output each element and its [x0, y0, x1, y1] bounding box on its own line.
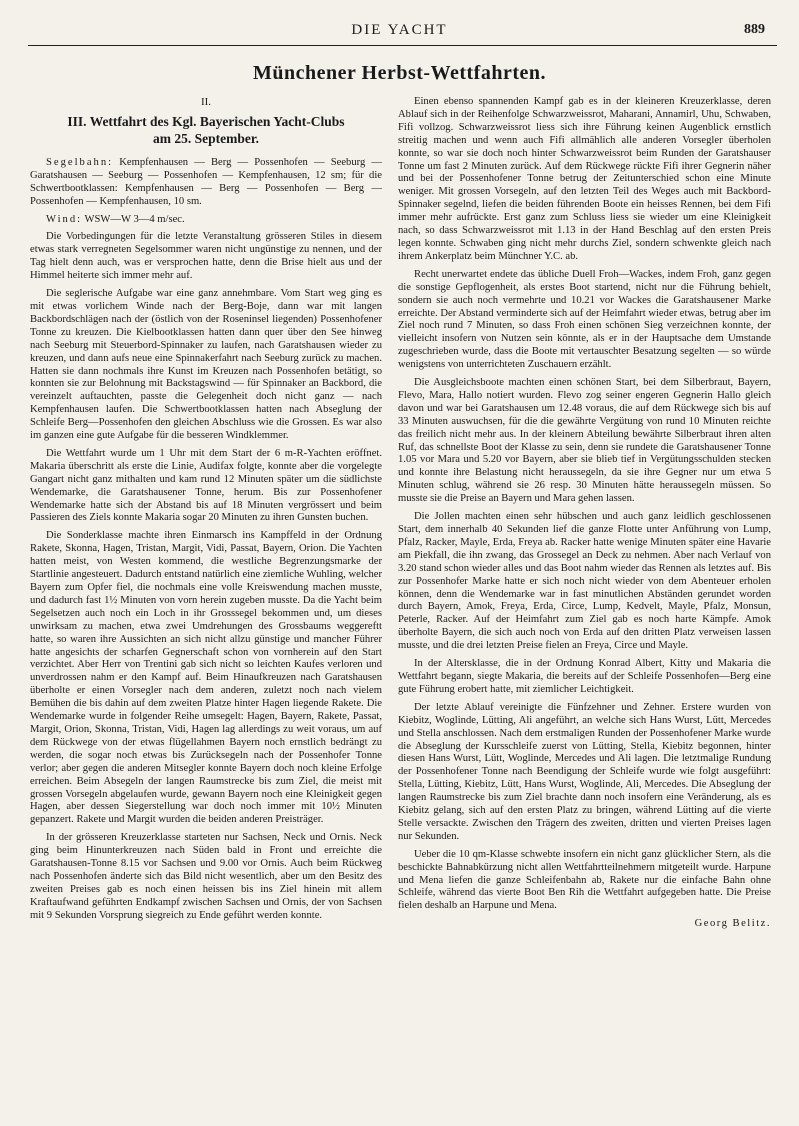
header-rule [28, 45, 777, 46]
paragraph: Die Vorbedingungen für die letzte Veranstaltung grösseren Stiles in diesem etwas stark verregneten Segelsommer waren nicht ungünstige zu nennen, und der Tag hielt denn auch, was er versprochen hatte, denn die Brise hielt aus und der Himmel heiterte sich immer mehr auf. [30, 231, 382, 282]
article-subtitle [30, 113, 382, 147]
course-label: Segelbahn: [46, 156, 114, 168]
subtitle-line-1: III. Wettfahrt des Kgl. Bayerischen Yacht-Clubs [67, 113, 345, 129]
journal-title: DIE YACHT [351, 22, 448, 38]
right-column [398, 96, 771, 936]
paragraph: In der grösseren Kreuzerklasse starteten nur Sachsen, Neck und Ornis. Neck ging beim Hinunterkreuzen nach Süden bald in Front und erreichte die Garatshausen-Tonne 8.15 vor Sachsen und 9.00 vor Ornis. Auch beim Rückweg nach Possenhofen änderte sich das Bild nicht wesentlich, aber um den Besitz des zweiten Preises gab es noch einen heissen bis ins Ziel hinein mit allem Kraftaufwand geführten Endkampf zwischen Sachsen und Ornis, der von Sachsen mit 9 Sekunden Vorsprung siegreich zu Ende geführt werden konnte. [30, 832, 382, 921]
paragraph: Der letzte Ablauf vereinigte die Fünfzehner und Zehner. Erstere wurden von Kiebitz, Woglinde, Lütting, Ali angeführt, an welche sich Hans Wurst, Lütt, Mercedes und Stella anschlossen. Nach dem erstmaligen Runden der Possenhofener Marke wurde die Abseglung der Kursschleife zuerst von Lütting, Stella, Kiebitz begonnen, hinter diesen Hans Wurst, Lütt, Woglinde, Mercedes und Ali lagen. Die letztmalige Rundung der Possenhofener Tonne nach Beendigung der Schleife wurde wie folgt ausgeführt: Stella, Lütting, Kiebitz, Lütt, Hans Wurst, Woglinde, Ali, Mercedes. Die Abseglung der langen Raumstrecke bis zum Ziel brachte dann noch insofern eine Veränderung, als es Kiebitz gelang, sich auf den ersten Platz zu bringen, während Lütting auf die vierte Stelle versackte. Zwischen den Trägern des zweiten, dritten und vierten Preises lagen nur Sekunden. [398, 701, 771, 842]
wind-paragraph [30, 214, 382, 227]
course-paragraph [30, 157, 382, 209]
page-header [34, 22, 765, 44]
paragraph: Einen ebenso spannenden Kampf gab es in der kleineren Kreuzerklasse, deren Ablauf sich in der Reihenfolge Schwarzweissrot, Maharani, Annamirl, Uhu, Schwaben, Fifi vollzog. Schwarzweissrot liess sich ihre Führung keinen Augenblick ernstlich streitig machen und wenn auch Fifi allmählich alle anderen Vorsegler überholen konnte, so war sie doch noch hinter Schwarzweissrot beim Runden der Garatshauser Tonne um fast 2 Minuten zurück. Auf dem Rückwege rückte Fifi ihrer Gegnerin näher und bei der Possenhofener Tonne betrug der Zeitunterschied schon eine Minute weniger. Mit grossen Vorsegeln, auf den letzten Teil des Weges auch mit Backbord-Spinnaker segelnd, liefen die beiden führenden Boote ein heisses Rennen, bei dem Fifi immer mehr aufrückte. Erst ganz zum Schluss liess sie wieder um eine Kleinigkeit nach, so dass Schwarzweissrot mit 1.13 in der Hand Beschlag auf den ersten Preis legen konnte. Schwaben ging nicht mehr durchs Ziel, sondern schwenkte gleich nach ihrem Ankerplatz beim Münchner Y.C. ab. [398, 96, 771, 262]
wind-label: Wind: [46, 213, 83, 225]
paragraph: Die Wettfahrt wurde um 1 Uhr mit dem Start der 6 m-R-Yachten eröffnet. Makaria überschritt als erste die Linie, Audifax folgte, konnte aber die vorgelegte Gangart nicht ganz mithalten und kam rund 12 Minuten später um die südlichste Wendemarke, die Garatshausener Tonne, herum. Bis zur Possenhofener Wendemarke hatte sich der Abstand bis auf 18 Minuten vergrössert und beim Passieren des Ziels konnte Makaria sogar 20 Minuten zu ihren Gunsten buchen. [30, 447, 382, 524]
paragraph: Die Ausgleichsboote machten einen schönen Start, bei dem Silberbraut, Bayern, Flevo, Mara, Hallo notiert wurden. Flevo zog seiner engeren Gegnerin Hallo gleich davon und war bei Garatshausen um 12.48 voraus, die auf dem Rückwege sich bis auf 33 Minuten auswuchsen, für die die gewährte Vergütung von rund 10 Minuten reichte das freilich nicht mehr aus. In der kleinern Abteilung bewährte Silberbraut ihren alten Ruf, das schnellste Boot der Klasse zu sein, denn sie rundete die Garatshausener Tonne 1.05 vor Mara und 5.20 vor Bayern, aber sie blieb tief in Vergütungsschulden stecken und konnte ihre Belastung nicht heraussegeln, da sie ihre Gegner nur um etwa 5 Minuten schlug, während sie 26 resp. 30 Minuten hätte heraussegeln müssen. So musste sie die Preise an Bayern und Mara gehen lassen. [398, 377, 771, 505]
left-column [30, 96, 382, 928]
wind-text: WSW—W 3—4 m/sec. [82, 213, 185, 225]
author-signature: Georg Belitz. [694, 918, 771, 930]
paragraph: Ueber die 10 qm-Klasse schwebte insofern ein nicht ganz glücklicher Stern, als die beschickte Bahnabkürzung nicht allen Wettfahrtteilnehmern mitgeteilt wurde. Harpune und Mena liefen die ganze Schleifenbahn ab, Rakete nur die einfache Bahn ohne Schleife, während das vierte Boot Ben Rih die Wettfahrt aufgegeben hatte. Die Preise fielen deshalb an Harpune und Mena. [398, 848, 771, 912]
article-title: Münchener Herbst-Wettfahrten. [253, 62, 546, 84]
paragraph: Die seglerische Aufgabe war eine ganz annehmbare. Vom Start weg ging es mit etwas vorlichem Winde nach der Berg-Boje, dann war mit langen Backbordschlägen nach der (östlich von der Roseninsel liegenden) Possenhofener Tonne zu kreuzen. Die Kielbootklassen hatten dann quer über den See hinweg nach Seeburg mit Steuerbord-Spinnaker zu laufen, nach Garatshausen wieder zu kreuzen, und dann aufs neue eine Spinnakerfahrt nach Seeburg zurück zu machen. Hatten sie dann nochmals ihre Kunst im Kreuzen nach Possenhofen betätigt, so konnten sie zur Belohnung mit Backstagswind — für Spinnaker an Backbord, die vereinzelt auftauchten, passte die Gelegenheit doch nicht ganz — nach Kempfenhausen laufen. Die Schwertbootklassen hatten nach Abseglung der Schleife Berg—Possenhofen den gleichen Abschluss wie die Grossen. Es war also im ganzen eine gute Aufgabe für die besseren Windklemmer. [30, 288, 382, 442]
subtitle-line-2: am 25. September. [153, 130, 259, 146]
course-text: Kempfenhausen — Berg — Possenhofen — Seeburg — Garatshausen — Seeburg — Possenhofen — Kempfenhausen, 12 sm; für die Schwertbootklassen: Kempfenhausen — Berg — Possenhofen — Berg — Possenhofen — Kempfenhausen, 10 sm. [30, 156, 382, 207]
section-number: II. [200, 96, 212, 108]
paragraph: Die Jollen machten einen sehr hübschen und auch ganz leidlich geschlossenen Start, dem innerhalb 40 Sekunden lief die ganze Flotte unter Anführung von Lump, Pfalz, Racker, Mayle, Erda, Freya ab. Racker hatte wenige Minuten später eine Havarie am Piekfall, die ihn zwang, das Grossegel an Deck zu nehmen. Aber nach Verlauf von 3.20 stand schon wieder alles und das Boot nahm wieder das Rennen als letztes auf. Bis zur Possenhofer Marke hatte er sich noch nicht wieder von dem Abenteuer erholen können, denn die Wendemarke war in fast minutlichen Abständen gerundet worden durch Bayern, Amok, Freya, Erda, Circe, Lump, Kedvelt, Mayle, Pfalz, Monsun, Peterle, Racker. Auf der Heimfahrt zum Ziel gab es noch harte Kämpfe. Amok überholte Bayern, die sich auch noch von Erda auf den dritten Platz verweisen lassen musste, und die drei letzten Preise fielen an Freya, Circe und Mayle. [398, 511, 771, 652]
paragraph: Recht unerwartet endete das übliche Duell Froh—Wackes, indem Froh, ganz gegen die sonstige Gepflogenheit, als erstes Boot startend, nicht nur die Führung behielt, sondern sie auch noch vermehrte und 10.21 vor Wackes die Garatshausener Marke erreichte. Der Abstand verminderte sich auf der Heimfahrt wieder etwas, betrug aber im Ziel noch rund 7 Minuten, so dass Froh einen schönen Sieg verzeichnen konnte, der vielleicht insofern von Nutzen sein könnte, als er in der Hauptsache dem Umstande zugeschrieben wurde, dass die Boote mit vertauschter Besatzung segelten — so würde wenigstens von unterrichteten Zuschauern erzählt. [398, 268, 771, 371]
page-number: 889 [744, 22, 765, 37]
paragraph: Die Sonderklasse machte ihren Einmarsch ins Kampffeld in der Ordnung Rakete, Skonna, Hagen, Tristan, Margit, Vidi, Passat, Bayern, Orion. Die Yachten hatten meist, von Westen kommend, die westliche Begrenzungsmarke der Startlinie angesteuert. Dadurch entstand natürlich eine ziemliche Wuhling, welcher Bayern zum Opfer fiel, die nochmals eine volle Kreiswendung machen musste, und dadurch fast 1½ Minuten von vorn herein zugeben musste. Da die Yacht beim Segelsetzen auch noch ein Loch in ihr Grosssegel bekommen und, um dieses unwirksam zu machen, etwa zwei Umdrehungen des Grossbaums weggereftt hatte, so waren ihre Aussichten an sich nicht allzu günstige und mancher Führer hatte angesichts der scharfen Gegnerschaft schon von vornherein auf den Start verzichtet. Aber Herr von Trentini gab sich nicht so leichten Kaufes verloren und unverdrossen nahm er den Kampf auf. Beim Hinaufkreuzen nach Garatshausen überholte er einen Vorsegler nach dem anderen, zuletzt noch nach vielem Bemühen die bis dahin auf dem zweiten Platze hinter Hagen liegende Rakete. Die Wendemarke wurde in folgender Reihe umsegelt: Hagen, Bayern, Rakete, Passat, Margit, Orion, Skonna, Tristan, Vidi, Hagen lag allerdings zu weit voraus, um auf dem Rückwege von der etwas flügellahmen Bayern noch ernstlich bedrängt zu werden, die sogar noch etwas bis Zurücksegeln nach der Possenhofer Tonne verlor; aber gegen die anderen Mitsegler konnte Bayern doch noch kleine Erfolge erreichen. Beim Absegeln der langen Raumstrecke bis zum Ziel, die meist mit grossen Vorsegeln abgelaufen wurde, gewann Bayern noch eine Kleinigkeit gegen Hagen, aber dessen Siegerstellung war doch noch immer mit 10½ Minuten gepanzert. Rakete und Margit wurden die beiden anderen Preisträger. [30, 530, 382, 826]
paragraph: In der Altersklasse, die in der Ordnung Konrad Albert, Kitty und Makaria die Wettfahrt begann, siegte Makaria, die bereits auf der Schleife Possenhofen—Berg eine gute Führung erobert hatte, mit ziemlicher Leichtigkeit. [398, 658, 771, 695]
